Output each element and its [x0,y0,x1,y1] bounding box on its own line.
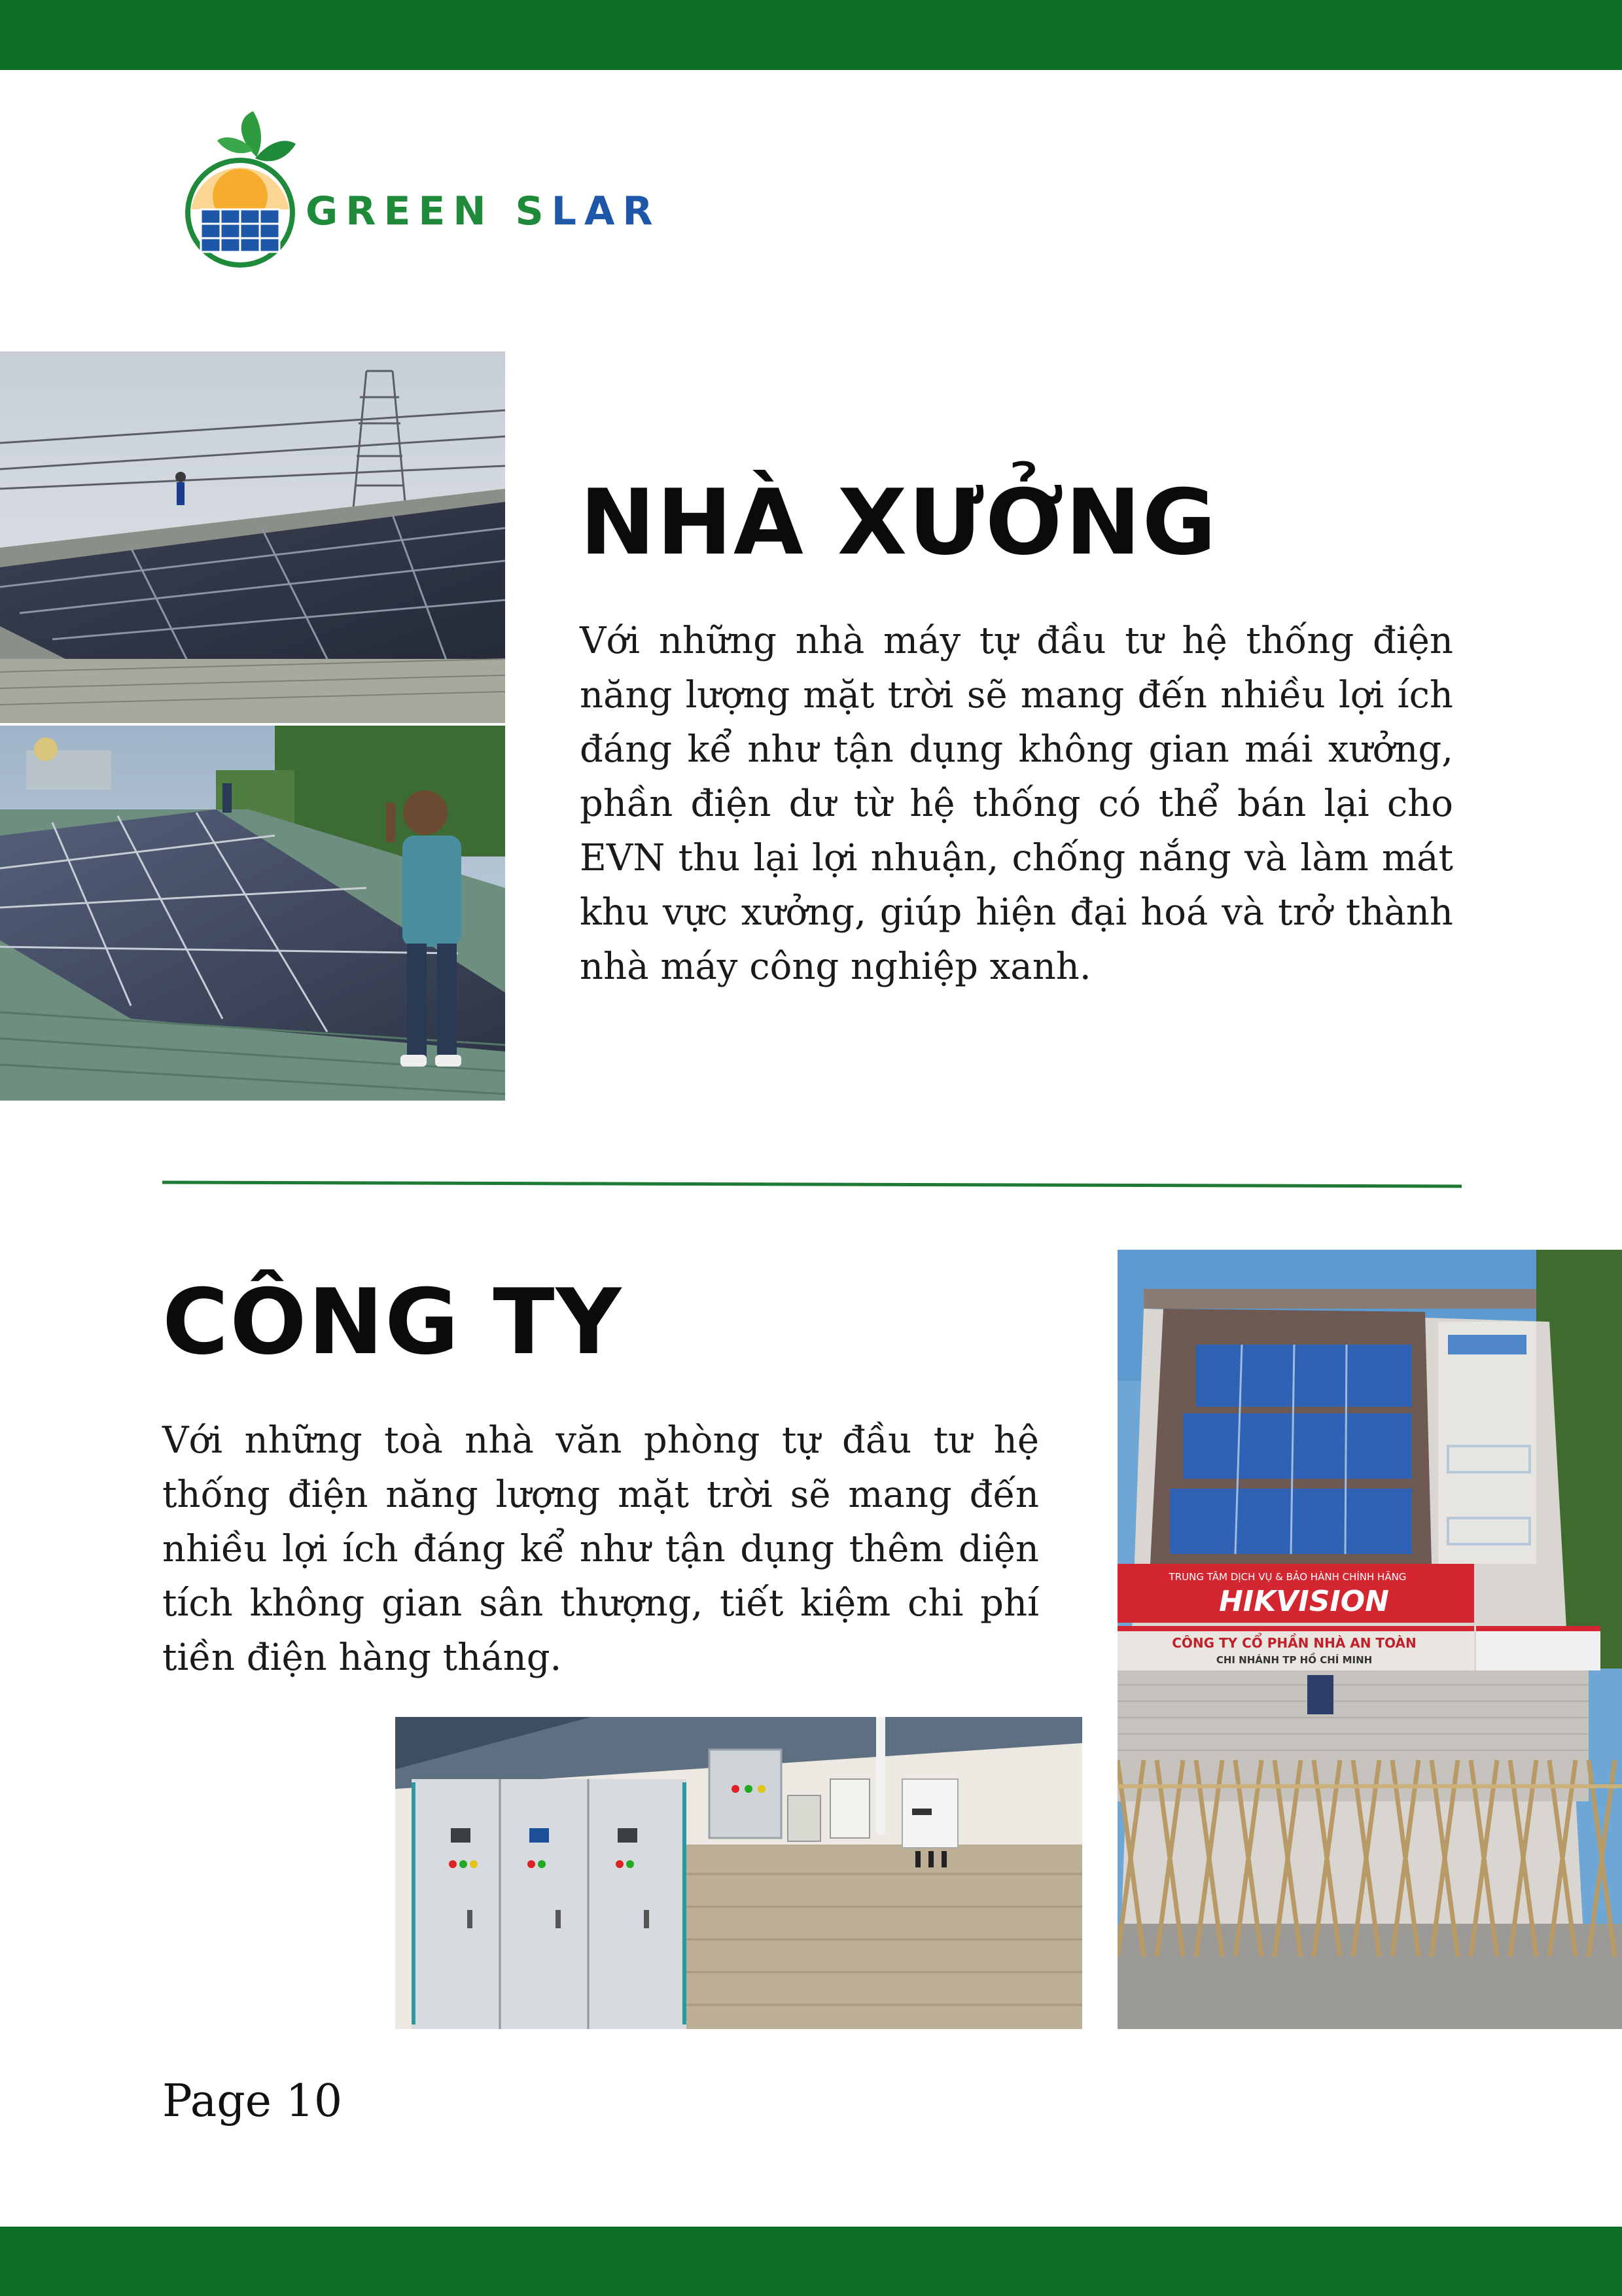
logo-word-green: GREEN S [306,188,552,234]
sign-company-name: CÔNG TY CỔ PHẦN NHÀ AN TOÀN [1172,1635,1417,1651]
company-description: Với những toà nhà văn phòng tự đầu tư hệ thống điện năng lượng mặt trời sẽ mang đến nhiều lợi ích đáng kể như tận dụng thêm diện tích không gian sân thượng, tiết kiệm chi phí tiền điện hàng tháng. [162,1419,1039,1679]
section-divider [162,1178,1462,1191]
factory-title: NHÀ XƯỞNG [580,470,1218,575]
sign-service-center: TRUNG TÂM DỊCH VỤ & BẢO HÀNH CHÍNH HÃNG [1169,1571,1407,1583]
bottom-green-band [0,2227,1622,2296]
factory-roof-solar-photo [0,351,505,1101]
sign-branch: CHI NHÁNH TP HỒ CHÍ MINH [1216,1654,1373,1666]
top-green-band [0,0,1622,70]
sun-panel-leaf-icon [171,111,302,268]
sign-hikvision: HIKVISION [1218,1585,1390,1618]
green-solar-logo [171,111,669,268]
office-building-photo [1118,1250,1622,2029]
company-title: CÔNG TY [162,1269,623,1375]
logo-wordmark [306,188,661,234]
factory-description: Với những nhà máy tự đầu tư hệ thống điện năng lượng mặt trời sẽ mang đến nhiều lợi ích đáng kể như tận dụng không gian mái xưởng, phần điện dư từ hệ thống có thể bán lại cho EVN thu lại lợi nhuận, chống nắng và làm mát khu vực xưởng, giúp hiện đại hoá và trở thành nhà máy công nghiệp xanh. [580,620,1453,988]
electrical-cabinet-photo [395,1717,1082,2029]
page-number: Page 10 [162,2075,343,2127]
logo-word-blue: LAR [551,188,661,234]
